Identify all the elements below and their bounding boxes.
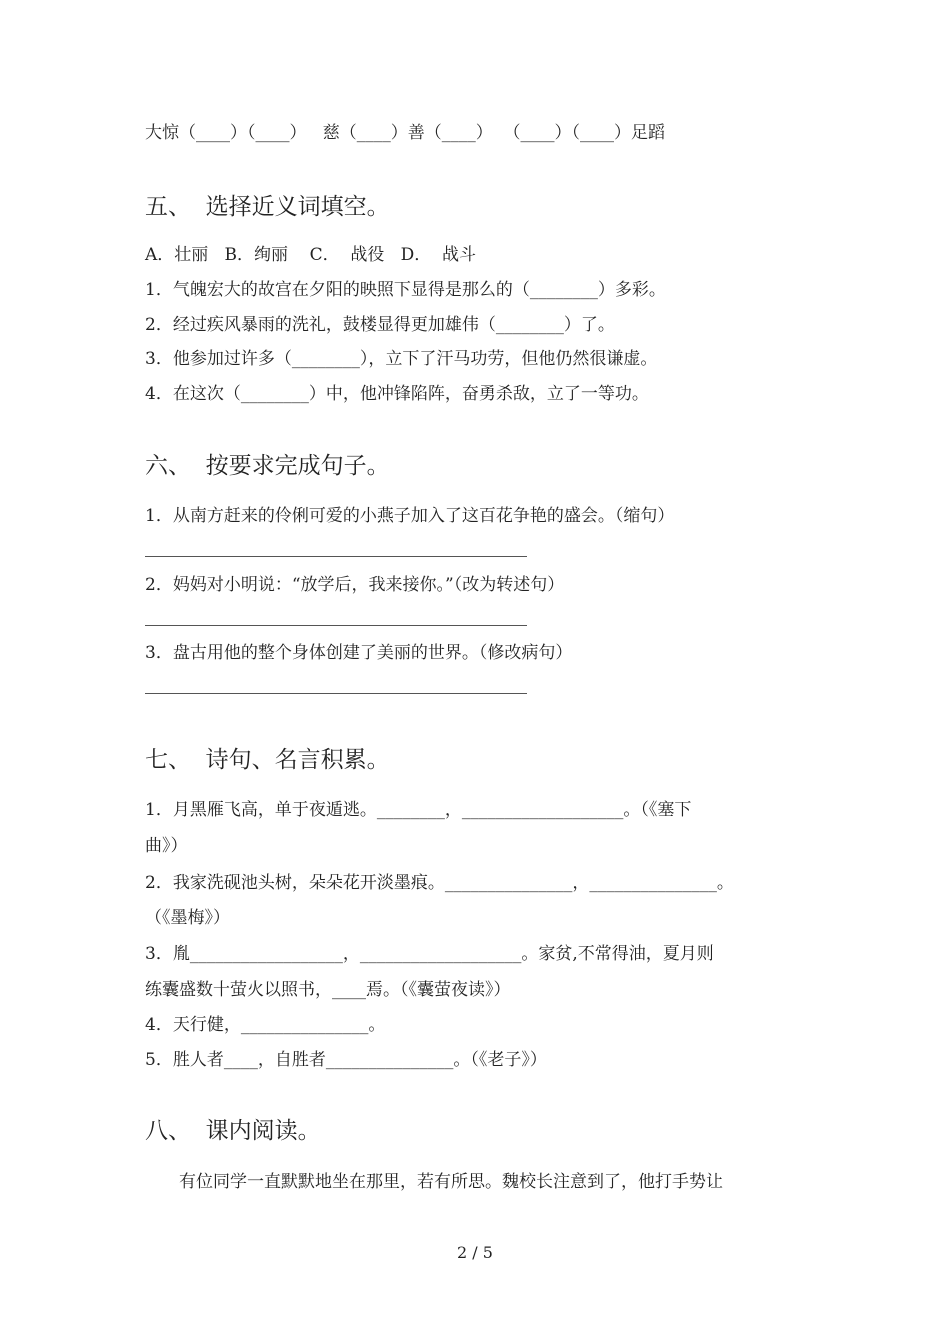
section-6-question-3: 3．盘古用他的整个身体创建了美丽的世界。（修改病句） (145, 643, 573, 663)
answer-line[interactable] (145, 693, 527, 694)
idiom-fill-line: 大惊（____）（____） 慈（____）善（____） （____）（____）足蹈 (145, 123, 666, 143)
section-5-title: 五、 选择近义词填空。 (145, 194, 390, 220)
section-7-question-4: 4．天行健，_______________。 (145, 1015, 386, 1035)
answer-line[interactable] (145, 556, 527, 557)
section-7-title: 七、 诗句、名言积累。 (145, 747, 390, 773)
section-7-question-2-line-1: 2．我家洗砚池头树，朵朵花开淡墨痕。_______________，_______________。 (145, 873, 734, 893)
section-7-question-5: 5．胜人者____，自胜者_______________。（《老子》） (145, 1050, 547, 1070)
answer-line[interactable] (145, 625, 527, 626)
section-6-question-2: 2．妈妈对小明说：“放学后，我来接你。”（改为转述句） (145, 575, 565, 595)
section-7-question-2-line-2: （《墨梅》） (145, 908, 230, 928)
section-5-question-4: 4．在这次（________）中，他冲锋陷阵，奋勇杀敌，立了一等功。 (145, 384, 649, 404)
page-number: 2 / 5 (457, 1243, 493, 1262)
section-8-paragraph: 有位同学一直默默地坐在那里，若有所思。魏校长注意到了，他打手势让 (179, 1172, 723, 1192)
section-5-question-2: 2．经过疾风暴雨的洗礼，鼓楼显得更加雄伟（________）了。 (145, 315, 615, 335)
section-6-title: 六、 按要求完成句子。 (145, 453, 390, 479)
section-5-options: A．壮丽 B．绚丽 C． 战役 D． 战斗 (145, 245, 477, 265)
section-8-title: 八、 课内阅读。 (145, 1118, 321, 1144)
section-7-question-1-line-1: 1．月黑雁飞高，单于夜遁逃。________，___________________。（《塞下 (145, 800, 692, 820)
section-7-question-3-line-2: 练囊盛数十萤火以照书，____焉。（《囊萤夜读》） (145, 980, 511, 1000)
section-6-question-1: 1．从南方赶来的伶俐可爱的小燕子加入了这百花争艳的盛会。（缩句） (145, 506, 675, 526)
section-7-question-1-line-2: 曲》） (145, 836, 188, 856)
section-5-question-3: 3．他参加过许多（________），立下了汗马功劳，但他仍然很谦虚。 (145, 349, 658, 369)
section-7-question-3-line-1: 3．胤__________________，___________________。家贫,不常得油，夏月则 (145, 944, 714, 964)
section-5-question-1: 1．气魄宏大的故宫在夕阳的映照下显得是那么的（________）多彩。 (145, 280, 666, 300)
